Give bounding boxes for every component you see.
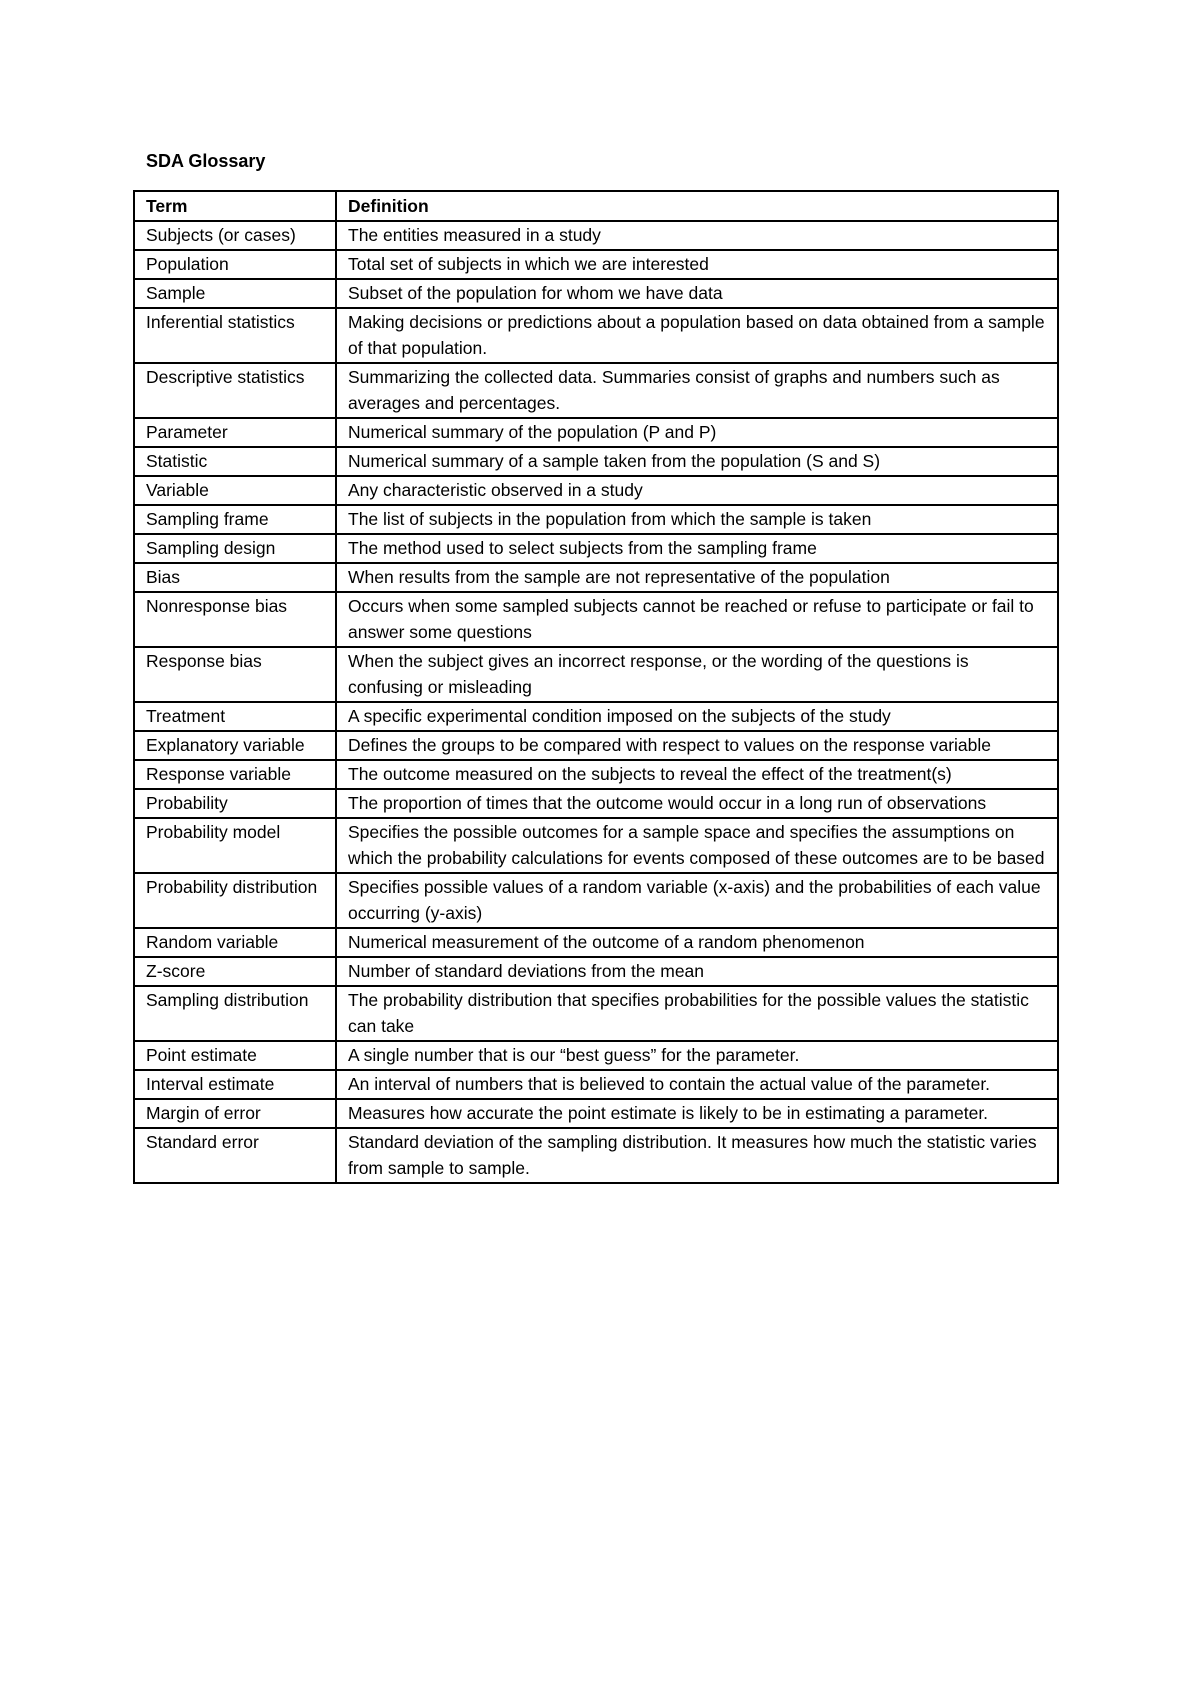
- column-header-definition: Definition: [336, 191, 1058, 221]
- term-cell: Point estimate: [134, 1041, 336, 1070]
- term-cell: Parameter: [134, 418, 336, 447]
- table-row: [134, 818, 1058, 873]
- table-row: [134, 986, 1058, 1041]
- definition-cell: Making decisions or predictions about a population based on data obtained from a sample of that population.: [336, 308, 1058, 363]
- definition-cell: Numerical summary of the population (P and P): [336, 418, 1058, 447]
- table-row: [134, 476, 1058, 505]
- definition-cell: When results from the sample are not representative of the population: [336, 563, 1058, 592]
- term-cell: Z-score: [134, 957, 336, 986]
- table-row: [134, 505, 1058, 534]
- term-cell: Standard error: [134, 1128, 336, 1183]
- term-cell: Response bias: [134, 647, 336, 702]
- term-cell: Bias: [134, 563, 336, 592]
- definition-cell: When the subject gives an incorrect response, or the wording of the questions is confusing or misleading: [336, 647, 1058, 702]
- table-row: [134, 563, 1058, 592]
- definition-cell: The method used to select subjects from the sampling frame: [336, 534, 1058, 563]
- term-cell: Subjects (or cases): [134, 221, 336, 250]
- term-cell: Sample: [134, 279, 336, 308]
- term-cell: Random variable: [134, 928, 336, 957]
- term-cell: Population: [134, 250, 336, 279]
- table-row: [134, 957, 1058, 986]
- definition-cell: An interval of numbers that is believed to contain the actual value of the parameter.: [336, 1070, 1058, 1099]
- table-row: [134, 873, 1058, 928]
- definition-cell: The list of subjects in the population from which the sample is taken: [336, 505, 1058, 534]
- term-cell: Sampling frame: [134, 505, 336, 534]
- definition-cell: The entities measured in a study: [336, 221, 1058, 250]
- table-row: [134, 789, 1058, 818]
- table-row: [134, 279, 1058, 308]
- definition-cell: Measures how accurate the point estimate is likely to be in estimating a parameter.: [336, 1099, 1058, 1128]
- definition-cell: Total set of subjects in which we are interested: [336, 250, 1058, 279]
- table-row: [134, 592, 1058, 647]
- definition-cell: Numerical measurement of the outcome of a random phenomenon: [336, 928, 1058, 957]
- term-cell: Sampling design: [134, 534, 336, 563]
- table-row: [134, 250, 1058, 279]
- term-cell: Interval estimate: [134, 1070, 336, 1099]
- definition-cell: Standard deviation of the sampling distribution. It measures how much the statistic varies from sample to sample.: [336, 1128, 1058, 1183]
- term-cell: Statistic: [134, 447, 336, 476]
- term-cell: Descriptive statistics: [134, 363, 336, 418]
- document-title: SDA Glossary: [146, 151, 266, 171]
- table-row: [134, 1099, 1058, 1128]
- table-row: [134, 760, 1058, 789]
- term-cell: Probability: [134, 789, 336, 818]
- term-cell: Treatment: [134, 702, 336, 731]
- definition-cell: Defines the groups to be compared with respect to values on the response variable: [336, 731, 1058, 760]
- column-header-term: Term: [134, 191, 336, 221]
- definition-cell: Subset of the population for whom we have data: [336, 279, 1058, 308]
- table-row: [134, 647, 1058, 702]
- table-row: [134, 534, 1058, 563]
- term-cell: Margin of error: [134, 1099, 336, 1128]
- definition-cell: Number of standard deviations from the mean: [336, 957, 1058, 986]
- definition-cell: Occurs when some sampled subjects cannot be reached or refuse to participate or fail to answer some questions: [336, 592, 1058, 647]
- table-row: [134, 363, 1058, 418]
- table-row: [134, 731, 1058, 760]
- term-cell: Probability model: [134, 818, 336, 873]
- definition-cell: Summarizing the collected data. Summaries consist of graphs and numbers such as averages and percentages.: [336, 363, 1058, 418]
- table-row: [134, 1128, 1058, 1183]
- definition-cell: Specifies possible values of a random variable (x-axis) and the probabilities of each value occurring (y-axis): [336, 873, 1058, 928]
- definition-cell: The outcome measured on the subjects to reveal the effect of the treatment(s): [336, 760, 1058, 789]
- term-cell: Nonresponse bias: [134, 592, 336, 647]
- table-row: [134, 928, 1058, 957]
- table-header-row: [134, 191, 1058, 221]
- definition-cell: The probability distribution that specifies probabilities for the possible values the statistic can take: [336, 986, 1058, 1041]
- term-cell: Response variable: [134, 760, 336, 789]
- table-row: [134, 418, 1058, 447]
- term-cell: Explanatory variable: [134, 731, 336, 760]
- definition-cell: The proportion of times that the outcome would occur in a long run of observations: [336, 789, 1058, 818]
- term-cell: Variable: [134, 476, 336, 505]
- definition-cell: Any characteristic observed in a study: [336, 476, 1058, 505]
- term-cell: Probability distribution: [134, 873, 336, 928]
- table-row: [134, 447, 1058, 476]
- definition-cell: Specifies the possible outcomes for a sample space and specifies the assumptions on which the probability calculations for events composed of these outcomes are to be based: [336, 818, 1058, 873]
- term-cell: Sampling distribution: [134, 986, 336, 1041]
- definition-cell: A specific experimental condition imposed on the subjects of the study: [336, 702, 1058, 731]
- definition-cell: Numerical summary of a sample taken from the population (S and S): [336, 447, 1058, 476]
- term-cell: Inferential statistics: [134, 308, 336, 363]
- definition-cell: A single number that is our “best guess” for the parameter.: [336, 1041, 1058, 1070]
- table-row: [134, 1041, 1058, 1070]
- table-row: [134, 702, 1058, 731]
- glossary-table: [133, 190, 1059, 1184]
- table-row: [134, 308, 1058, 363]
- table-row: [134, 221, 1058, 250]
- table-row: [134, 1070, 1058, 1099]
